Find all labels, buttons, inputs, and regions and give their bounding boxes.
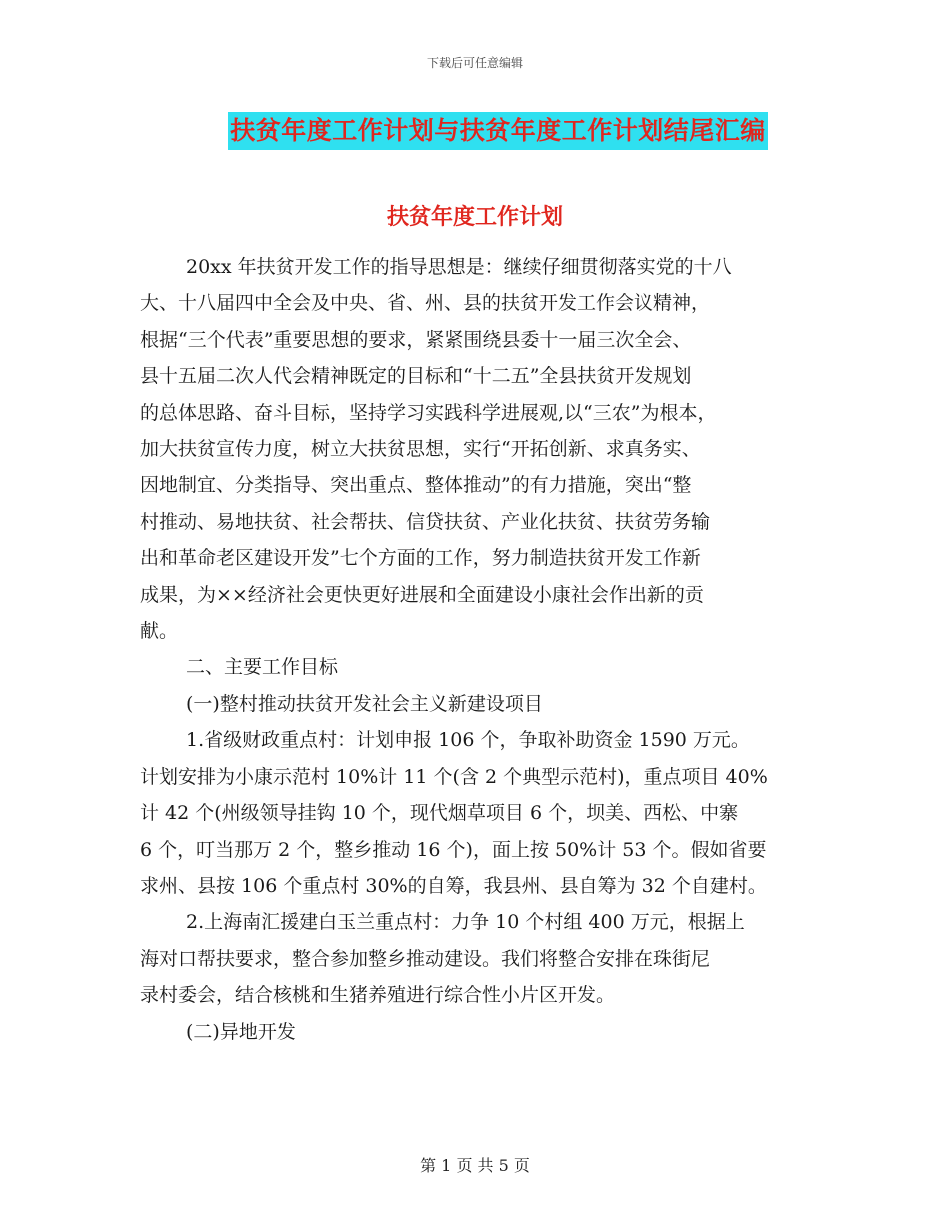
paragraph-line: 海对口帮扶要求，整合参加整乡推动建设。我们将整合安排在珠街尼 — [140, 947, 711, 970]
section-title: 扶贫年度工作计划 — [386, 205, 563, 230]
paragraph-line: 根据“三个代表”重要思想的要求，紧紧围绕县委十一届三次全会、 — [140, 328, 692, 351]
paragraph — [140, 904, 815, 1013]
paragraph-line: (二)异地开发 — [186, 1020, 296, 1043]
paragraph-line: 求州、县按 106 个重点村 30%的自筹，我县州、县自筹为 32 个自建村。 — [140, 874, 767, 897]
paragraph — [140, 686, 815, 722]
paragraph-line: 1.省级财政重点村：计划申报 106 个，争取补助资金 1590 万元。 — [186, 729, 750, 752]
paragraph-line: 的总体思路、奋斗目标，坚持学习实践科学进展观,以“三农”为根本， — [140, 401, 717, 424]
paragraph — [140, 722, 815, 904]
paragraph-line: 县十五届二次人代会精神既定的目标和“十二五”全县扶贫开发规划 — [140, 365, 692, 388]
paragraph — [140, 249, 815, 649]
page-header-note: 下载后可任意编辑 — [426, 56, 523, 70]
document-title-wrap — [0, 112, 950, 150]
paragraph-line: 出和革命老区建设开发”七个方面的工作，努力制造扶贫开发工作新 — [140, 547, 701, 570]
paragraph-line: 因地制宜、分类指导、突出重点、整体推动”的有力措施，突出“整 — [140, 474, 692, 497]
paragraph-line: 大、十八届四中全会及中央、省、州、县的扶贫开发工作会议精神， — [140, 292, 711, 315]
paragraph — [140, 649, 815, 685]
paragraph-line: 计划安排为小康示范村 10%计 11 个(含 2 个典型示范村)，重点项目 40% — [140, 765, 768, 788]
paragraph-line: 献。 — [140, 620, 179, 643]
document-title: 扶贫年度工作计划与扶贫年度工作计划结尾汇编 — [228, 112, 768, 150]
paragraph — [140, 1014, 815, 1050]
paragraph-line: 录村委会，结合核桃和生猪养殖进行综合性小片区开发。 — [140, 984, 616, 1007]
paragraph-line: 2.上海南汇援建白玉兰重点村：力争 10 个村组 400 万元，根据上 — [186, 911, 745, 934]
paragraph-line: 20xx 年扶贫开发工作的指导思想是：继续仔细贯彻落实党的十八 — [186, 256, 732, 278]
paragraph-line: 加大扶贫宣传力度，树立大扶贫思想，实行“开拓创新、求真务实、 — [140, 438, 701, 461]
paragraph-line: 村推动、易地扶贫、社会帮扶、信贷扶贫、产业化扶贫、扶贫劳务输 — [140, 510, 711, 533]
paragraph-line: 二、主要工作目标 — [186, 656, 339, 679]
paragraph-line: 计 42 个(州级领导挂钩 10 个，现代烟草项目 6 个，坝美、西松、中寨 — [140, 802, 739, 825]
document-body — [140, 249, 815, 1050]
paragraph-line: (一)整村推动扶贫开发社会主义新建设项目 — [186, 692, 543, 715]
paragraph-line: 6 个，叮当那万 2 个，整乡推动 16 个)，面上按 50%计 53 个。假如省要 — [140, 838, 767, 861]
page-number: 第 1 页 共 5 页 — [420, 1156, 530, 1175]
paragraph-line: 成果，为××经济社会更快更好进展和全面建设小康社会作出新的贡 — [140, 583, 704, 606]
